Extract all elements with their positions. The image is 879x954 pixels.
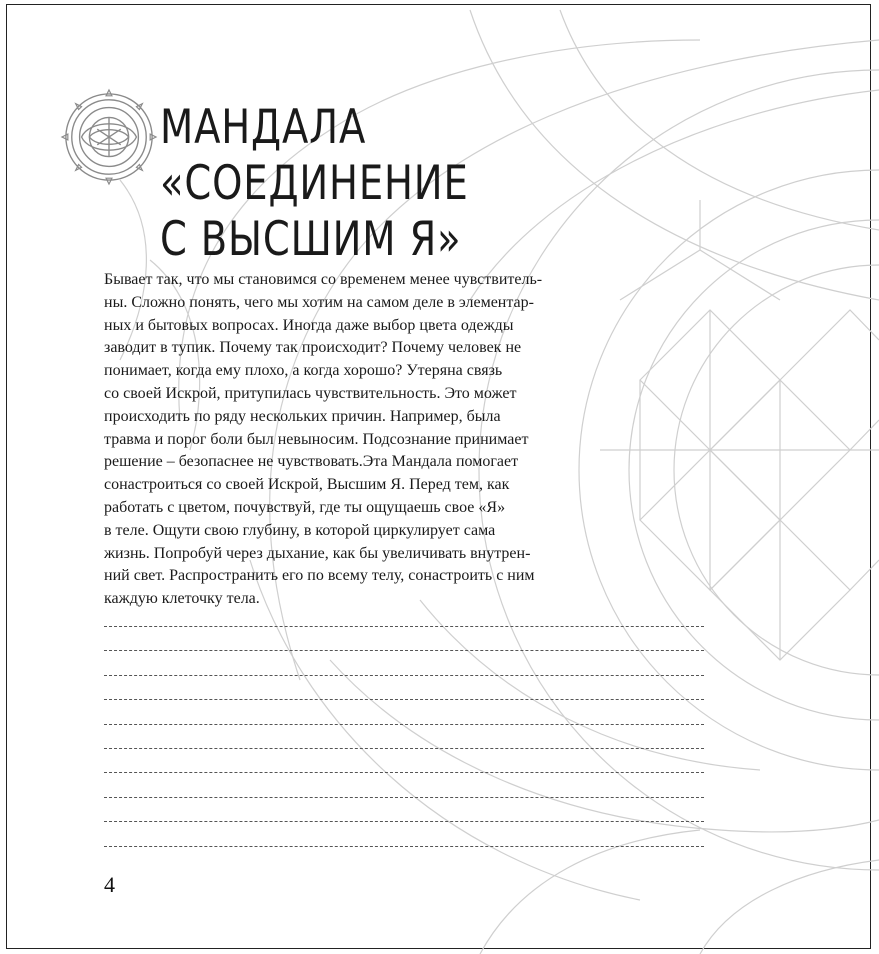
title-line-2: «СОЕДИНЕНИЕ (160, 156, 469, 211)
writing-line (104, 650, 704, 651)
page-number: 4 (104, 872, 115, 897)
body-line: в теле. Ощути свою глубину, в которой циркулирует сама (104, 521, 496, 539)
body-line: травма и порог боли был невыносим. Подсознание принимает (104, 430, 529, 448)
writing-lines (104, 626, 704, 870)
writing-line (104, 748, 704, 749)
writing-line (104, 724, 704, 725)
body-line: ны. Сложно понять, чего мы хотим на самом деле в элементар- (104, 293, 534, 311)
body-line: со своей Искрой, притупилась чувствительность. Это может (104, 384, 517, 402)
writing-line (104, 846, 704, 847)
body-line: Бывает так, что мы становимся со временем менее чувствитель- (104, 271, 543, 288)
mandala-emblem-icon (60, 88, 158, 186)
body-line: работать с цветом, почувствуй, где ты ощущаешь свое «Я» (104, 498, 506, 516)
body-line: ных и бытовых вопросах. Иногда даже выбор цвета одежды (104, 316, 514, 334)
body-line: происходить по ряду нескольких причин. Например, была (104, 407, 501, 425)
writing-line (104, 797, 704, 798)
body-line: ний свет. Распространить его по всему телу, сонастроить с ним (104, 567, 535, 585)
title-line-1: МАНДАЛА (160, 100, 367, 155)
writing-line (104, 699, 704, 700)
writing-line (104, 821, 704, 822)
body-line: жизнь. Попробуй через дыхание, как бы увеличивать внутрен- (104, 544, 531, 562)
body-line: понимает, когда ему плохо, а когда хорошо? Утеряна связь (104, 362, 503, 380)
page-title (160, 100, 469, 268)
body-line: заводит в тупик. Почему так происходит? Почему человек не (104, 339, 522, 357)
writing-line (104, 772, 704, 773)
body-line: решение – безопаснее не чувствовать.Эта Мандала помогает (104, 453, 519, 471)
body-line: сонастроиться со своей Искрой, Высшим Я. Перед тем, как (104, 476, 510, 494)
writing-line (104, 626, 704, 627)
title-line-3: С ВЫСШИМ Я» (160, 212, 462, 267)
body-line: каждую клеточку тела. (104, 590, 260, 608)
writing-line (104, 675, 704, 676)
body-paragraph (104, 269, 592, 611)
